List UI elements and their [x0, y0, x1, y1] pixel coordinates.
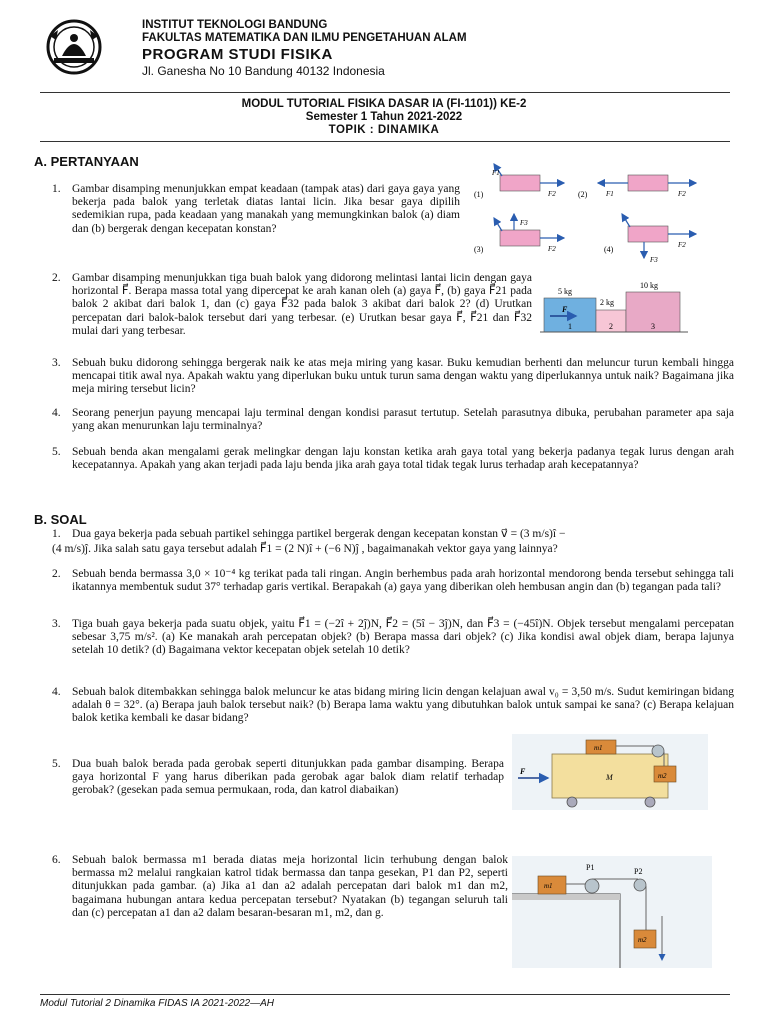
figure-pulleys	[512, 856, 712, 968]
svg-text:2 kg: 2 kg	[600, 298, 614, 307]
topic: TOPIK : DINAMIKA	[328, 124, 440, 136]
svg-text:F1: F1	[606, 190, 614, 198]
figure-three-blocks	[540, 280, 690, 338]
s2-number: 2.	[52, 568, 61, 580]
s6-number: 6.	[52, 854, 61, 866]
svg-text:10 kg: 10 kg	[640, 281, 658, 290]
svg-text:2: 2	[609, 322, 613, 331]
table-top	[512, 894, 620, 900]
svg-text:F2: F2	[678, 241, 686, 249]
svg-text:P2: P2	[634, 867, 643, 876]
q1-text: Gambar disamping menunjukkan empat keadaan (tampak atas) dari gaya gaya yang bekerja pada balok yang terletak diatas lantai licin. Jika besar gaya dipilih sedemikian rupa, pada keadaan yang manakah yang memungkinkan balok (a) diam dan (b) bergerak dengan kecepatan konstan?	[72, 183, 460, 235]
fig1-block-4	[628, 226, 668, 242]
svg-text:5 kg: 5 kg	[558, 287, 572, 296]
svg-text:F2: F2	[678, 190, 686, 198]
svg-text:M: M	[606, 773, 613, 782]
svg-text:F2: F2	[548, 190, 556, 198]
fig1-block-1	[500, 175, 540, 191]
svg-text:F3: F3	[650, 256, 658, 264]
svg-text:m2: m2	[638, 936, 647, 944]
fig1-label-4: (4)	[604, 245, 614, 254]
q2-number: 2.	[52, 272, 61, 284]
svg-text:m2: m2	[658, 772, 667, 780]
svg-text:3: 3	[651, 322, 655, 331]
s1-line1: Dua gaya bekerja pada sebuah partikel sehingga partikel bergerak dengan kecepatan konstan v⃗ = (3 m/s)î −	[72, 528, 566, 540]
section-b-heading: B. SOAL	[34, 512, 87, 527]
s6-text: Sebuah balok bermassa m1 berada diatas meja horizontal licin terhubung dengan balok bermassa m2 melalui rangkaian katrol tidak bermassa dan tanpa gesekan, P1 dan P2, seperti ditunjukkan pada gambar. (a) Jika a1 dan a2 adalah percepatan dari balok m1 dan m2, bagaimana hubungan antara kedua percepatan tersebut? Nyatakan (b) tegangan seluruh tali dan (c) percepatan a1 dan a2 dalam besaran-besaran m1, m2, dan g.	[72, 854, 508, 919]
s5-text: Dua buah balok berada pada gerobak seperti ditunjukkan pada gambar disamping. Berapa gaya horizontal F yang harus diberikan pada gerobak agar balok diam relatif terhadap gerobak? (gesekan pada semua permukaan, roda, dan katrol diabaikan)	[72, 758, 504, 797]
svg-text:F2: F2	[548, 245, 556, 253]
s1-number: 1.	[52, 528, 61, 540]
q4-text: Seorang penerjun payung mencapai laju terminal dengan kondisi parasut tertutup. Setelah parasutnya dibuka, perubahan parameter apa saja yang akan menurunkan laju terminalnya?	[72, 407, 734, 433]
svg-text:1: 1	[568, 322, 572, 331]
q1-number: 1.	[52, 183, 61, 195]
s3-text: Tiga buah gaya bekerja pada suatu objek, yaitu F⃗1 = (−2î + 2ĵ)N, F⃗2 = (5î − 3ĵ)N, dan F⃗3 = (−45î)N. Objek tersebut mengalami percepatan sebesar 3,75 m/s². (a) Ke manakah arah percepatan objek? (b) Berapa massa dari objek? (c) Jika kondisi awal objek diam, berapa lajunya setelah 10 detik? (d) Bagaimana vektor kecepatan objek setelah 10 detik?	[72, 618, 734, 657]
figure-force-diagrams	[472, 152, 734, 264]
fig1-block-3	[500, 230, 540, 246]
fig1-label-3: (3)	[474, 245, 484, 254]
address: Jl. Ganesha No 10 Bandung 40132 Indonesia	[142, 64, 385, 78]
svg-text:m1: m1	[594, 744, 603, 752]
svg-text:m1: m1	[544, 882, 553, 890]
svg-text:F: F	[562, 305, 568, 314]
q5-number: 5.	[52, 446, 61, 458]
footer-text: Modul Tutorial 2 Dinamika FIDAS IA 2021-2022—AH	[40, 998, 274, 1009]
fig1-label-2: (2)	[578, 190, 588, 199]
s5-number: 5.	[52, 758, 61, 770]
itb-logo	[40, 18, 136, 76]
q2-text: Gambar disamping menunjukkan tiga buah balok yang didorong melintasi lantai licin dengan gaya horizontal F⃗. Berapa massa total yang dipercepat ke arah kanan oleh (a) gaya F⃗, (b) gaya F⃗21 pada balok 2 akibat dari balok 1, dan (c) gaya F⃗32 pada balok 3 akibat dari balok 2? (d) Urutkan percepatan dari balok-balok tersebut dari yang terbesar. (e) Urutkan besar gaya F⃗, F⃗21 dan F⃗32 mulai dari yang terbesar.	[72, 272, 532, 337]
header-rule	[40, 92, 730, 93]
q5-text: Sebuah benda akan mengalami gerak melingkar dengan laju konstan ketika arah gaya total yang bekerja padanya tegak lurus dengan arah kecepatannya. Apakah yang akan terjadi pada laju benda jika arah gaya total tidak tegak lurus terhadap arah kecepatannya?	[72, 446, 734, 472]
semester: Semester 1 Tahun 2021-2022	[305, 111, 463, 123]
q3-text: Sebuah buku didorong sehingga bergerak naik ke atas meja miring yang kasar. Buku kemudian berhenti dan meluncur turun kembali hingga mencapai titik awal nya. Apakah waktu yang diperlukan buku untuk turun sama dengan waktu yang diperlukannya untuk naik? Bagaimana jika meja miring tersebut licin?	[72, 357, 734, 396]
faculty-name: FAKULTAS MATEMATIKA DAN ILMU PENGETAHUAN ALAM	[142, 32, 467, 44]
title-rule	[40, 141, 730, 142]
svg-text:F: F	[520, 767, 526, 776]
figure-cart	[512, 734, 708, 810]
module-title: MODUL TUTORIAL FISIKA DASAR IA (FI-1101)) KE-2	[241, 98, 527, 110]
program-name: PROGRAM STUDI FISIKA	[142, 46, 333, 63]
s4-number: 4.	[52, 686, 61, 698]
fig1-label-1: (1)	[474, 190, 484, 199]
s2-text: Sebuah benda bermassa 3,0 × 10⁻⁴ kg terikat pada tali ringan. Angin berhembus pada arah horizontal mendorong benda tersebut sehingga tali ikatannya membentuk sudut 37° terhadap garis vertikal. Berapakah (a) gaya yang diberikan oleh hembusan angin dan (b) tegangan pada tali?	[72, 568, 734, 594]
s3-number: 3.	[52, 618, 61, 630]
svg-text:F3: F3	[520, 219, 528, 227]
q4-number: 4.	[52, 407, 61, 419]
q3-number: 3.	[52, 357, 61, 369]
s1-line2: (4 m/s)ĵ. Jika salah satu gaya tersebut adalah F⃗1 = (2 N)î + (−6 N)ĵ , bagaimanakah vektor gaya yang lainnya?	[52, 543, 558, 555]
svg-text:F1: F1	[492, 169, 500, 177]
institute-name: INSTITUT TEKNOLOGI BANDUNG	[142, 19, 328, 31]
footer-rule	[40, 994, 730, 995]
fig1-block-2	[628, 175, 668, 191]
section-a-heading: A. PERTANYAAN	[34, 154, 139, 169]
s4-text: Sebuah balok ditembakkan sehingga balok meluncur ke atas bidang miring licin dengan kelajuan awal v₀ = 3,50 m/s. Sudut kemiringan bidang adalah θ = 32°. (a) Berapa jauh balok tersebut naik? (b) Berapa lama waktu yang dibutuhkan balok untuk sampai ke sana? (c) Berapa kelajuan balok ketika kembali ke dasar bidang?	[72, 686, 734, 725]
svg-text:P1: P1	[586, 863, 595, 872]
